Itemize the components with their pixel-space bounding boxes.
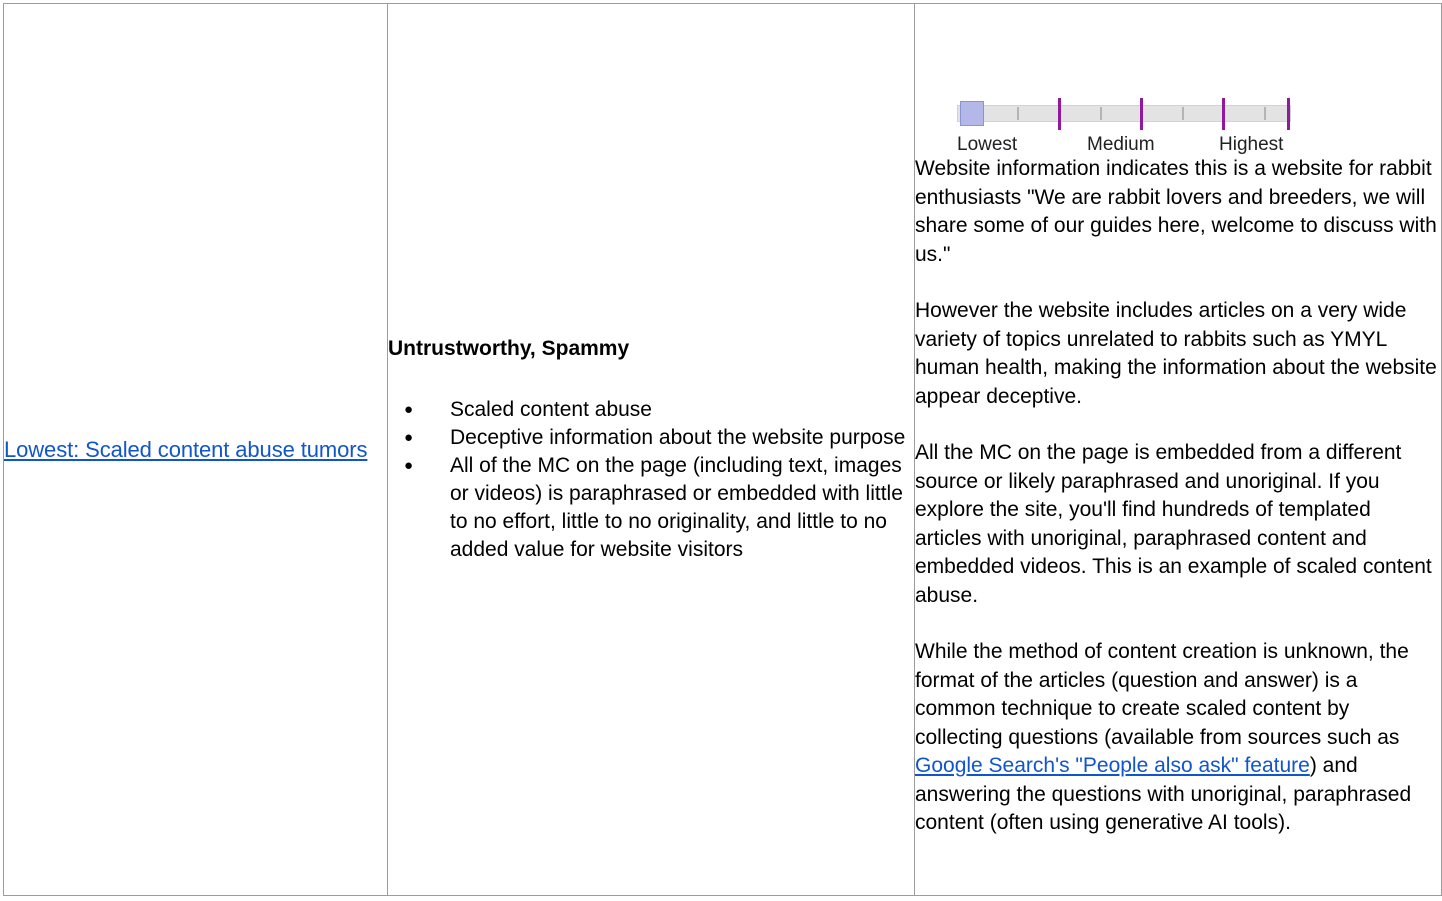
criteria-heading: Untrustworthy, Spammy — [388, 336, 630, 360]
slider-major-tick — [1287, 98, 1290, 130]
rationale-paragraph — [915, 638, 1441, 838]
table-row — [4, 4, 1442, 896]
slider-minor-tick — [1100, 107, 1102, 120]
list-item-label: Deceptive information about the website purpose — [450, 425, 906, 449]
list-item-label: All of the MC on the page (including text, images or videos) is paraphrased or embedded with little to no effort, little to no originality, and little to no added value for website visitors — [450, 453, 903, 561]
list-item-label: Scaled content abuse — [450, 397, 652, 421]
paragraph-text: Website information indicates this is a website for rabbit enthusiasts "We are rabbit lovers and breeders, we will share some of our guides here, welcome to discuss with us." — [915, 157, 1437, 266]
quality-rating-example-table — [3, 3, 1442, 896]
page-quality-rating-slider[interactable] — [957, 83, 1357, 156]
list-item — [404, 424, 914, 452]
rationale-paragraph — [915, 155, 1441, 269]
bullet-icon: ● — [404, 428, 414, 446]
slider-thumb[interactable] — [960, 101, 984, 126]
slider-track[interactable] — [957, 105, 1291, 122]
slider-label-lowest: Lowest — [957, 134, 1018, 156]
example-cell — [4, 4, 388, 896]
criteria-bullet-list — [388, 396, 914, 564]
bullet-icon: ● — [404, 456, 414, 474]
paragraph-text: However the website includes articles on a very wide variety of topics unrelated to rabbits such as YMYL human health, making the information about the website appear deceptive. — [915, 299, 1437, 408]
slider-minor-tick — [1182, 107, 1184, 120]
rationale-paragraph — [915, 439, 1441, 610]
paragraph-text: While the method of content creation is unknown, the format of the articles (question and answer) is a common technique to create scaled content by collecting questions (available from sources such as — [915, 640, 1409, 749]
list-item — [404, 396, 914, 424]
slider-label-medium: Medium — [1087, 134, 1155, 156]
slider-minor-tick — [1264, 107, 1266, 120]
slider-label-highest: Highest — [1219, 134, 1284, 156]
slider-major-tick — [1140, 98, 1143, 130]
slider-label-row — [957, 133, 1317, 157]
rationale-paragraph — [915, 297, 1441, 411]
slider-major-tick — [1058, 98, 1061, 130]
slider-minor-tick — [1017, 107, 1019, 120]
criteria-cell — [388, 4, 915, 896]
list-item — [404, 452, 914, 564]
slider-major-tick — [1222, 98, 1225, 130]
example-page-link[interactable]: Lowest: Scaled content abuse tumors — [4, 436, 368, 462]
rationale-cell — [915, 4, 1442, 896]
paragraph-text: All the MC on the page is embedded from a different source or likely paraphrased and unoriginal. If you explore the site, you'll find hundreds of templated articles with unoriginal, paraphrased content and embedded videos. This is an example of scaled content abuse. — [915, 441, 1432, 607]
people-also-ask-link[interactable]: Google Search's "People also ask" feature — [915, 754, 1310, 778]
paragraph-text: ) and answering the questions with unoriginal, paraphrased content (often using generative AI tools). — [915, 754, 1412, 835]
bullet-icon: ● — [404, 400, 414, 418]
rationale-content — [915, 61, 1441, 838]
